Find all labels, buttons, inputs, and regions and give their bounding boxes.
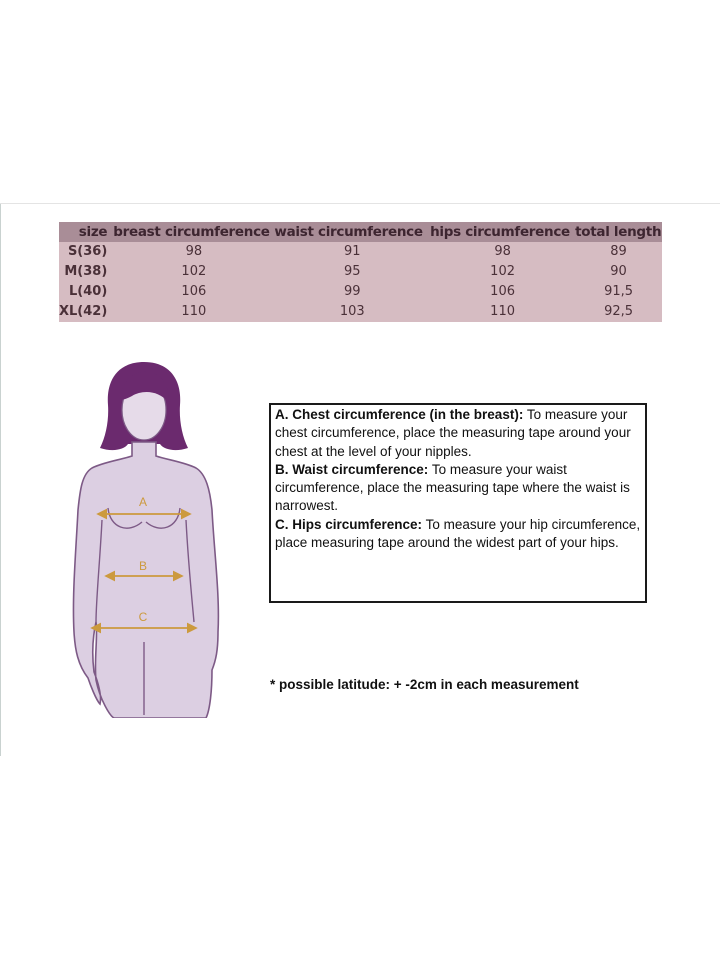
cell-size: S(36) [67, 244, 108, 259]
instruction-a-text: To measure your chest circumference, place the measuring tape around your chest at the level of your nipples. [275, 407, 631, 459]
cell-size: L(40) [69, 284, 108, 299]
table-row [59, 302, 662, 322]
latitude-note: * possible latitude: + -2cm in each measurement [270, 677, 579, 692]
cell-length: 89 [610, 244, 627, 259]
cell-breast: 106 [181, 284, 207, 299]
cell-breast: 110 [181, 304, 207, 319]
instruction-b-title: B. Waist circumference: [275, 461, 429, 477]
header-hips: hips circumference [430, 224, 570, 240]
instruction-a-title: A. Chest circumference (in the breast): [275, 407, 524, 422]
top-divider [0, 203, 720, 204]
label-b: B [138, 559, 148, 573]
cell-size: XL(42) [59, 304, 108, 319]
cell-hips: 98 [494, 244, 511, 259]
table-row [59, 242, 662, 262]
header-breast: breast circumference [113, 224, 270, 240]
cell-hips: 110 [490, 304, 515, 319]
label-c: C [138, 610, 148, 624]
cell-waist: 103 [339, 304, 365, 319]
left-edge-line [0, 204, 1, 756]
instruction-c-text: To measure your hip circumference, place measuring tape around the widest part of your hips. [275, 516, 641, 551]
size-table [59, 222, 662, 322]
cell-breast: 102 [181, 264, 207, 279]
label-a: A [138, 495, 148, 509]
cell-length: 91,5 [604, 284, 634, 299]
table-row [59, 262, 662, 282]
cell-length: 92,5 [604, 304, 634, 319]
header-length: total length [575, 224, 662, 240]
cell-waist: 95 [343, 264, 361, 279]
instruction-b [275, 461, 641, 516]
cell-hips: 106 [490, 284, 515, 299]
body-silhouette [73, 442, 218, 718]
cell-size: M(38) [64, 264, 108, 279]
header-size: size [78, 224, 108, 240]
header-waist: waist circumference [274, 224, 423, 240]
cell-breast: 98 [185, 244, 203, 259]
cell-waist: 99 [343, 284, 361, 299]
measurement-instructions [269, 403, 647, 603]
cell-hips: 102 [490, 264, 515, 279]
instruction-a [275, 406, 641, 461]
cell-waist: 91 [343, 244, 361, 259]
table-header-row [59, 222, 662, 242]
instruction-c [275, 516, 641, 553]
cell-length: 90 [610, 264, 627, 279]
table-row [59, 282, 662, 302]
body-measurement-figure [66, 360, 222, 718]
instruction-b-text: To measure your waist circumference, place the measuring tape where the waist is narrowest. [275, 461, 630, 514]
instruction-c-title: C. Hips circumference: [275, 516, 423, 532]
